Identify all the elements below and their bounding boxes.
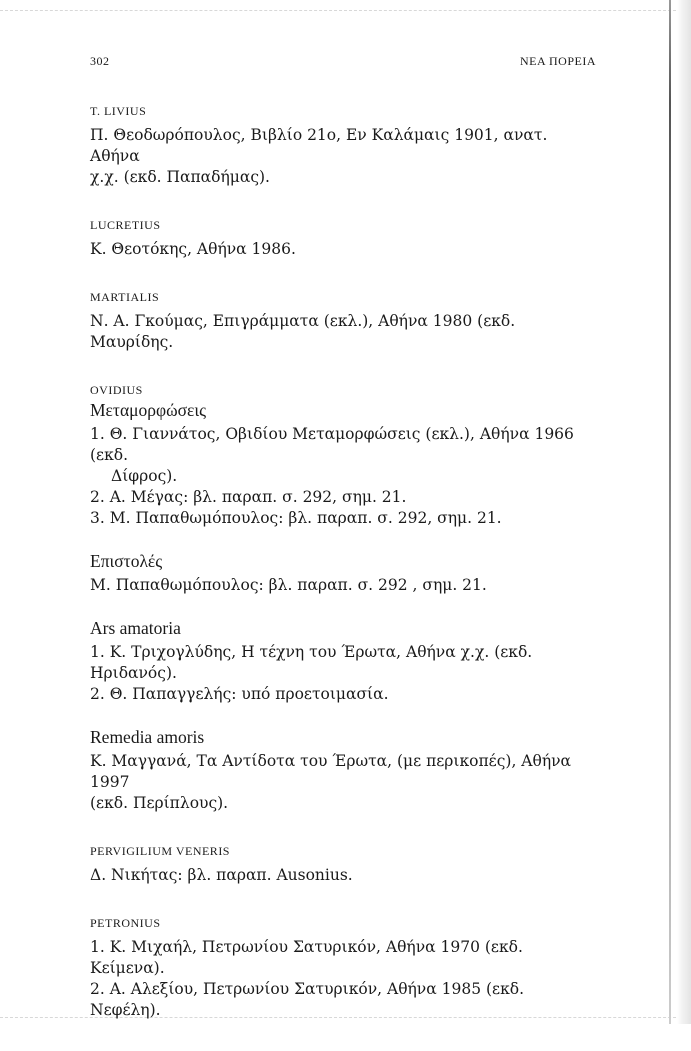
author-heading: PETRONIUS — [90, 916, 161, 930]
citation-line: Π. Θεοδωρόπουλος, Βιβλίο 21ο, Εν Καλάμαις 1901, ανατ. Αθήνα — [90, 126, 548, 165]
citation-line: 3. Μ. Παπαθωμόπουλος: βλ. παραπ. σ. 292, σημ. 21. — [90, 509, 502, 527]
running-header — [90, 54, 596, 69]
page-number: 302 — [90, 54, 110, 68]
bibliography-entry-ovidius — [90, 383, 596, 814]
citation-line: χ.χ. (εκδ. Παπαδήμας). — [90, 168, 270, 186]
page-fold-shadow — [669, 0, 671, 1024]
scan-right-edge — [677, 0, 691, 1024]
citation-line: Κ. Μαγγανά, Τα Αντίδοτα του Έρωτα, (με περικοπές), Αθήνα 1997 — [90, 752, 571, 791]
citation-line: 2. Θ. Παπαγγελής: υπό προετοιμασία. — [90, 685, 389, 703]
citation-line: Μ. Παπαθωμόπουλος: βλ. παραπ. σ. 292 , σημ. 21. — [90, 576, 487, 594]
author-heading: MARTIALIS — [90, 290, 160, 304]
bibliography-entry-martialis — [90, 290, 596, 353]
work-title: Επιστολές — [90, 551, 163, 571]
citation-line: Ν. Α. Γκούμας, Επιγράμματα (εκλ.), Αθήνα 1980 (εκδ. Μαυρίδης. — [90, 312, 516, 351]
running-title: ΝΕΑ ΠΟΡΕΙΑ — [520, 54, 596, 68]
bibliography-entry-livius — [90, 104, 596, 188]
scan-top-edge — [0, 0, 691, 11]
bibliography-entry-pervigilium — [90, 844, 596, 886]
bibliography-entry-lucretius — [90, 218, 596, 260]
work-title: Remedia amoris — [90, 727, 205, 747]
book-page — [90, 54, 596, 1051]
citation-line: 2. Α. Αλεξίου, Πετρωνίου Σατυρικόν, Αθήνα 1985 (εκδ. Νεφέλη). — [90, 980, 525, 1019]
author-heading: T. LIVIUS — [90, 104, 147, 118]
citation-line: 1. Θ. Γιαννάτος, Οβιδίου Μεταμορφώσεις (εκλ.), Αθήνα 1966 (εκδ. — [90, 425, 574, 464]
citation-line: Δ. Νικήτας: βλ. παραπ. Ausonius. — [90, 866, 353, 884]
bibliography-entry-petronius — [90, 916, 596, 1021]
author-heading: OVIDIUS — [90, 383, 143, 397]
citation-line: 1. Κ. Μιχαήλ, Πετρωνίου Σατυρικόν, Αθήνα 1970 (εκδ. Κείμενα). — [90, 938, 523, 977]
citation-line: 2. Α. Μέγας: βλ. παραπ. σ. 292, σημ. 21. — [90, 488, 407, 506]
work-title: Ars amatoria — [90, 618, 181, 638]
work-title: Μεταμορφώσεις — [90, 400, 207, 420]
citation-line: Δίφρος). — [111, 467, 178, 485]
author-heading: LUCRETIUS — [90, 218, 161, 232]
citation-line: Κ. Θεοτόκης, Αθήνα 1986. — [90, 240, 296, 258]
citation-line: 1. Κ. Τριχογλύδης, Η τέχνη του Έρωτα, Αθήνα χ.χ. (εκδ. Ηριδανός). — [90, 643, 533, 682]
citation-line: (εκδ. Περίπλους). — [90, 794, 229, 812]
author-heading: PERVIGILIUM VENERIS — [90, 844, 230, 858]
